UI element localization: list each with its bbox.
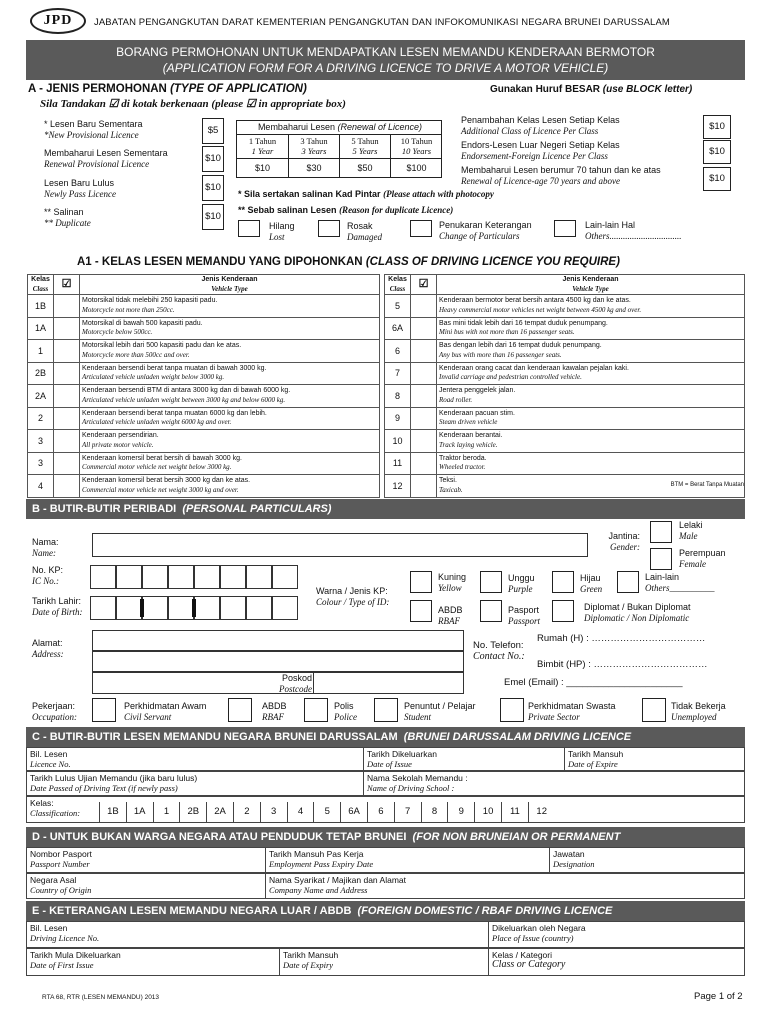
id-yellow-checkbox[interactable]: [410, 571, 432, 593]
ic-digit-box[interactable]: [116, 565, 142, 589]
renewal-fee-10[interactable]: $100: [391, 158, 442, 178]
classification-box[interactable]: 7: [394, 802, 421, 823]
vehicle-type: [80, 430, 380, 453]
e-first-issue[interactable]: Tarikh Mula Dikeluarkan Date of First Issue: [26, 948, 280, 976]
renewal-1-year: 1 Tahun 1 Year: [237, 134, 289, 158]
class-checkbox[interactable]: [54, 362, 80, 385]
occ-student: Penuntut / Pelajar Student: [404, 701, 476, 722]
vehicle-type: [80, 452, 380, 475]
d-designation[interactable]: Jawatan Designation: [549, 847, 745, 873]
classification-box[interactable]: 6: [367, 802, 394, 823]
occ-rbaf-checkbox[interactable]: [228, 698, 252, 722]
vehicle-type: [437, 295, 745, 318]
class-code: 4: [28, 475, 54, 498]
renewal-table: [236, 120, 442, 178]
vehicle-type: [80, 475, 380, 498]
dob-digit-box[interactable]: [90, 596, 116, 620]
vehicle-type-en: Commercial motor vehicle net weight 3000 kg and over.: [82, 485, 239, 494]
id-others-checkbox[interactable]: [617, 571, 639, 593]
ic-digit-box[interactable]: [168, 565, 194, 589]
vehicle-type: [437, 385, 745, 408]
section-a1-heading: A1 - KELAS LESEN MEMANDU YANG DIPOHONKAN (CLASS OF DRIVING LICENCE YOU REQUIRE): [77, 256, 620, 268]
vehicle-type: [80, 362, 380, 385]
section-b-heading: B - BUTIR-BUTIR PERIBADI (PERSONAL PARTICULARS): [26, 499, 745, 519]
classification-box[interactable]: 1: [153, 802, 180, 823]
class-row: [28, 385, 380, 408]
class-row: [28, 452, 380, 475]
occ-civil: Perkhidmatan Awam Civil Servant: [124, 701, 207, 722]
class-code: 12: [385, 475, 411, 498]
d-country-origin[interactable]: Negara Asal Country of Origin: [26, 873, 266, 899]
address-line-1[interactable]: [92, 630, 464, 651]
vehicle-type-ms: Kenderaan komersil berat bersih di bawah 3000 kg.: [82, 454, 242, 462]
note-smart-card: * Sila sertakan salinan Kad Pintar (Please attach with photocopy: [238, 189, 494, 199]
class-checkbox[interactable]: [54, 385, 80, 408]
reason-damaged: Rosak Damaged: [347, 221, 382, 242]
class-code: 5: [385, 295, 411, 318]
classification-box[interactable]: 11: [501, 802, 528, 823]
fee-newly-pass[interactable]: $10: [202, 175, 224, 201]
app-duplicate: ** Salinan ** Duplicate: [44, 207, 91, 228]
reason-lost: Hilang Lost: [269, 221, 295, 242]
class-checkbox[interactable]: [54, 452, 80, 475]
class-code: 1B: [28, 295, 54, 318]
vehicle-type-ms: Bas dengan lebih dari 16 tempat duduk penumpang.: [439, 342, 602, 350]
app-renew-provisional: Membaharui Lesen Sementara Renewal Provisional Licence: [44, 148, 168, 169]
ic-digit-box[interactable]: [220, 565, 246, 589]
vehicle-type-en: Mini bus with not more than 16 passenger seats.: [439, 328, 575, 337]
fee-endorsement[interactable]: $10: [703, 140, 731, 164]
vehicle-type-ms: Teksi.: [439, 477, 457, 485]
app-newly-pass: Lesen Baru Lulus Newly Pass Licence: [44, 178, 116, 199]
class-code: 7: [385, 362, 411, 385]
form-title-banner: [26, 40, 745, 80]
vehicle-type-en: Articulated vehicle unladen weight 6000 kg and over.: [82, 418, 232, 427]
gender-female-label: Perempuan Female: [679, 548, 726, 569]
dob-digit-box[interactable]: [116, 596, 142, 620]
e-expiry[interactable]: Tarikh Mansuh Date of Expiry: [279, 948, 489, 976]
vehicle-type-en: Commercial motor vehicle net weight below 3000 kg.: [82, 463, 232, 472]
renewal-10-years: 10 Tahun 10 Years: [391, 134, 442, 158]
occ-private: Perkhidmatan Swasta Private Sector: [528, 701, 616, 722]
reason-lost-checkbox[interactable]: [238, 220, 260, 237]
id-passport-checkbox[interactable]: [480, 600, 502, 622]
app-new-provisional: * Lesen Baru Sementara *New Provisional Licence: [44, 119, 143, 140]
c-driving-school[interactable]: Nama Sekolah Memandu : Name of Driving School :: [363, 771, 745, 796]
ic-digit-box[interactable]: [142, 565, 168, 589]
ic-digit-box[interactable]: [90, 565, 116, 589]
app-additional-class: Penambahan Kelas Lesen Setiap Kelas Additional Class of Licence Per Class: [461, 115, 620, 136]
class-checkbox[interactable]: [54, 295, 80, 318]
section-d-heading: D - UNTUK BUKAN WARGA NEGARA ATAU PENDUDUK TETAP BRUNEI (FOR NON BRUNEIAN OR PERMANENT: [26, 827, 745, 847]
id-diplomatic: Diplomat / Bukan Diplomat Diplomatic / Non Diplomatic: [584, 602, 691, 623]
vehicle-type-en: Invalid carriage and pedestrian controlled vehicle.: [439, 373, 582, 382]
app-endorsement: Endors-Lesen Luar Negeri Setiap Kelas Endorsement-Foreign Licence Per Class: [461, 140, 620, 161]
vehicle-type-ms: Kenderaan bersendi BTM di antara 3000 kg dan di bawah 6000 kg.: [82, 387, 291, 395]
vehicle-type: [80, 317, 380, 340]
vehicle-type-ms: Motorsikal di bawah 500 kapasiti padu.: [82, 319, 203, 327]
dob-separator: [192, 599, 196, 617]
vehicle-type-ms: Bas mini tidak lebih dari 16 tempat duduk penumpang.: [439, 319, 608, 327]
vehicle-type-ms: Kenderaan komersil berat bersih 3000 kg dan ke atas.: [82, 477, 251, 485]
postcode-box: [314, 672, 464, 694]
class-row: [28, 362, 380, 385]
vehicle-type: [437, 317, 745, 340]
class-code: 6: [385, 340, 411, 363]
vehicle-type: [80, 295, 380, 318]
d-company[interactable]: Nama Syarikat / Majikan dan Alamat Company Name and Address: [265, 873, 745, 899]
postcode-label: Poskod Postcode: [279, 673, 312, 694]
vehicle-type-en: Steam driven vehicle: [439, 418, 498, 427]
dob-digit-box[interactable]: [142, 596, 168, 620]
class-table-right: Kelas Class ☑ Jenis Kenderaan Vehicle Type 5 Kenderaan bermotor berat bersih antara 4500 kg dan ke atas. Heavy commercial motor vehicles net weight between 4500 kg and over. 6A Bas mini tidak lebih dari 16 tempat duduk penumpang. Mini bus with not more than 16 passenger seats. 6 Bas dengan lebih dari 16 tempat duduk penumpang. Any bus with more than 16 passenger seats. 7 Kenderaan orang cacat dan kenderaan kawalan pejalan kaki. Invalid carriage and pedestrian controlled vehicle. 8 Jentera penggelek jalan. Road roller. 9 Kenderaan pacuan stim. Steam driven vehicle 10 Kenderaan berantai. Track laying vehicle. 11 Traktor beroda. Wheeled tractor. 12 Teksi. Taxicab.: [384, 274, 745, 498]
class-row: [28, 340, 380, 363]
c-date-passed[interactable]: Tarikh Lulus Ujian Memandu (jika baru lulus) Date Passed of Driving Text (if newly pass): [26, 771, 364, 796]
class-row: [385, 452, 745, 475]
class-checkbox[interactable]: [411, 407, 437, 430]
gender-male-checkbox[interactable]: [650, 521, 672, 543]
classification-box[interactable]: 12: [528, 802, 555, 823]
occ-private-checkbox[interactable]: [500, 698, 524, 722]
id-diplomatic-checkbox[interactable]: [552, 600, 574, 622]
c-licence-no[interactable]: Bil. Lesen Licence No.: [26, 747, 364, 771]
note-duplicate-reason: ** Sebab salinan Lesen (Reason for duplicate Licence): [238, 205, 454, 215]
classification-box[interactable]: 1B: [99, 802, 126, 823]
classification-box[interactable]: 2A: [206, 802, 233, 823]
class-code: 2A: [28, 385, 54, 408]
renewal-3-years: 3 Tahun 3 Years: [289, 134, 340, 158]
e-licence-no[interactable]: Bil. Lesen Driving Licence No.: [26, 921, 489, 948]
phone-label: No. Telefon: Contact No.:: [473, 640, 525, 662]
vehicle-type-en: All private motor vehicle.: [82, 440, 154, 449]
vehicle-type: [437, 340, 745, 363]
d-passport-number[interactable]: Nombor Pasport Passport Number: [26, 847, 266, 873]
class-code: 11: [385, 452, 411, 475]
classification-box[interactable]: 10: [474, 802, 501, 823]
dob-digit-box[interactable]: [220, 596, 246, 620]
class-checkbox[interactable]: [54, 340, 80, 363]
vehicle-type-ms: Jentera penggelek jalan.: [439, 387, 516, 395]
class-code: 2B: [28, 362, 54, 385]
gender-female-checkbox[interactable]: [650, 548, 672, 570]
e-place-issue[interactable]: Dikeluarkan oleh Negara Place of Issue (country): [488, 921, 745, 948]
fee-renewal-70[interactable]: $10: [703, 167, 731, 191]
class-row: [385, 407, 745, 430]
id-colour-label: Warna / Jenis KP: Colour / Type of ID:: [316, 586, 390, 607]
e-class-category[interactable]: Kelas / Kategori Class or Category: [488, 948, 745, 976]
class-checkbox[interactable]: [411, 385, 437, 408]
vehicle-type: [437, 407, 745, 430]
class-row: [385, 295, 745, 318]
id-green: Hijau Green: [580, 573, 603, 594]
address-label: Alamat: Address:: [32, 638, 64, 659]
name-input[interactable]: [92, 533, 588, 557]
phone-home[interactable]: Rumah (H) : ………………………………: [537, 633, 706, 644]
class-checkbox[interactable]: [411, 430, 437, 453]
vehicle-type-en: Taxicab.: [439, 485, 463, 494]
renewal-fee-1[interactable]: $10: [237, 158, 289, 178]
c-date-issue[interactable]: Tarikh Dikeluarkan Date of Issue: [363, 747, 565, 771]
form-code: RTA 68, RTR (LESEN MEMANDU) 2013: [42, 994, 160, 1001]
vehicle-type-ms: Kenderaan pacuan stim.: [439, 409, 515, 417]
occ-police: Polis Police: [334, 701, 357, 722]
class-table-left: Kelas Class ☑ Jenis Kenderaan Vehicle Type 1B Motorsikal tidak melebihi 250 kapasiti padu. Motorcycle not more than 250cc. 1A Motorsikal di bawah 500 kapasiti padu. Motorcycle below 500cc. 1 Motorsikal lebih dari 500 kapasiti padu dan ke atas. Motorcycle more than 500cc and over. 2B Kenderaan bersendi berat tanpa muatan di bawah 3000 kg. Articulated vehicle unladen weight below 3000 kg. 2A Kenderaan bersendi BTM di antara 3000 kg dan di bawah 6000 kg. Articulated vehicle unladen weight between 3000 kg and below 6000 kg. 2 Kenderaan bersendi berat tanpa muatan 6000 kg dan lebih. Articulated vehicle unladen weight 6000 kg and over. 3 Kenderaan persendirian. All private motor vehicle. 3 Kenderaan komersil berat bersih di bawah 3000 kg. Commercial motor vehicle net weight below 3000 kg. 4 Kenderaan komersil berat bersih 3000 kg dan ke atas. Commercial motor vehicle net weight 3000 kg and over.: [27, 274, 380, 498]
btm-note: BTM = Berat Tanpa Muatan: [670, 482, 744, 488]
class-row: [28, 317, 380, 340]
class-checkbox[interactable]: [54, 317, 80, 340]
vehicle-type-en: Track laying vehicle.: [439, 440, 498, 449]
vehicle-type-en: Motorcycle more than 500cc and over.: [82, 350, 190, 359]
occ-civil-checkbox[interactable]: [92, 698, 116, 722]
dob-digit-box[interactable]: [168, 596, 194, 620]
fee-additional-class[interactable]: $10: [703, 115, 731, 139]
reason-others: Lain-lain Hal Others................................: [585, 220, 682, 241]
reason-change: Penukaran Keterangan Change of Particulars: [439, 220, 532, 241]
form-title-ms: BORANG PERMOHONAN UNTUK MENDAPATKAN LESEN MEMANDU KENDERAAN BERMOTOR: [116, 45, 655, 59]
reason-damaged-checkbox[interactable]: [318, 220, 340, 237]
id-rbaf: ABDB RBAF: [438, 605, 463, 626]
id-yellow: Kuning Yellow: [438, 572, 467, 593]
vehicle-type-en: Wheeled tractor.: [439, 463, 486, 472]
class-checkbox[interactable]: [411, 362, 437, 385]
fee-duplicate[interactable]: $10: [202, 204, 224, 230]
name-label: Nama: Name:: [32, 537, 59, 558]
class-code: 3: [28, 452, 54, 475]
occ-unemployed-checkbox[interactable]: [642, 698, 666, 722]
occ-unemployed: Tidak Bekerja Unemployed: [671, 701, 726, 722]
occ-police-checkbox[interactable]: [304, 698, 328, 722]
vehicle-type-ms: Kenderaan orang cacat dan kenderaan kawalan pejalan kaki.: [439, 364, 629, 372]
address-line-2[interactable]: [92, 651, 464, 672]
section-e-heading: E - KETERANGAN LESEN MEMANDU NEGARA LUAR / ABDB (FOREIGN DOMESTIC / RBAF DRIVING LICENCE: [26, 901, 745, 921]
id-passport: Pasport Passport: [508, 605, 541, 626]
id-rbaf-checkbox[interactable]: [410, 600, 432, 622]
form-title-en: (APPLICATION FORM FOR A DRIVING LICENCE TO DRIVE A MOTOR VEHICLE): [162, 61, 609, 75]
vehicle-type-ms: Kenderaan bermotor berat bersih antara 4500 kg dan ke atas.: [439, 297, 631, 305]
c-classification: Kelas: Classification:: [26, 796, 745, 823]
classification-box[interactable]: 2: [233, 802, 260, 823]
vehicle-type: [437, 362, 745, 385]
classification-box[interactable]: 1A: [126, 802, 153, 823]
occ-student-checkbox[interactable]: [374, 698, 398, 722]
classification-box[interactable]: 3: [260, 802, 287, 823]
class-code: 2: [28, 407, 54, 430]
class-row: [385, 430, 745, 453]
classification-box[interactable]: 9: [447, 802, 474, 823]
dob-digit-box[interactable]: [194, 596, 220, 620]
renewal-5-years: 5 Tahun 5 Years: [340, 134, 391, 158]
class-code: 1A: [28, 317, 54, 340]
class-checkbox[interactable]: [54, 475, 80, 498]
phone-mobile[interactable]: Bimbit (HP) : ………………………………: [537, 659, 708, 670]
class-row: [28, 295, 380, 318]
vehicle-type: [80, 407, 380, 430]
page-number: Page 1 of 2: [694, 991, 743, 1002]
dob-separator: [140, 599, 144, 617]
email-field[interactable]: Emel (Email) : ______________________: [504, 677, 683, 688]
vehicle-type-ms: Kenderaan persendirian.: [82, 432, 159, 440]
id-green-checkbox[interactable]: [552, 571, 574, 593]
ic-digit-box[interactable]: [246, 565, 272, 589]
vehicle-type-en: Motorcycle not more than 250cc.: [82, 305, 175, 314]
occupation-label: Pekerjaan: Occupation:: [32, 701, 77, 722]
d-pass-expiry[interactable]: Tarikh Mansuh Pas Kerja Employment Pass Expiry Date: [265, 847, 550, 873]
gender-male-label: Lelaki Male: [679, 520, 703, 541]
classification-box[interactable]: 5: [313, 802, 340, 823]
ic-digit-box[interactable]: [194, 565, 220, 589]
vehicle-type-ms: Motorsikal lebih dari 500 kapasiti padu dan ke atas.: [82, 342, 242, 350]
vehicle-type-en: Road roller.: [439, 395, 473, 404]
vehicle-type-en: Articulated vehicle unladen weight between 3000 kg and below 6000 kg.: [82, 395, 286, 404]
vehicle-type: [437, 430, 745, 453]
occ-rbaf: ABDB RBAF: [262, 701, 287, 722]
class-checkbox[interactable]: [54, 407, 80, 430]
reason-others-checkbox[interactable]: [554, 220, 576, 237]
dob-digit-box[interactable]: [246, 596, 272, 620]
jpd-logo: JPD: [30, 8, 86, 34]
class-checkbox[interactable]: [411, 340, 437, 363]
class-code: 8: [385, 385, 411, 408]
section-a-instruction: Sila Tandakan ☑ di kotak berkenaan (please ☑ in appropriate box): [40, 98, 346, 110]
vehicle-type-ms: Traktor beroda.: [439, 454, 487, 462]
dob-digit-box[interactable]: [272, 596, 298, 620]
class-row: [28, 430, 380, 453]
id-others: Lain-lain Others__________: [645, 572, 715, 593]
vehicle-type: [80, 340, 380, 363]
vehicle-type-en: Motorcycle below 500cc.: [82, 328, 153, 337]
class-row: [385, 340, 745, 363]
class-row: [385, 385, 745, 408]
class-code: 10: [385, 430, 411, 453]
class-row: [28, 407, 380, 430]
c-date-expire[interactable]: Tarikh Mansuh Date of Expire: [564, 747, 745, 771]
vehicle-type-ms: Kenderaan bersendi berat tanpa muatan 6000 kg dan lebih.: [82, 409, 267, 417]
id-purple-checkbox[interactable]: [480, 571, 502, 593]
vehicle-type-en: Articulated vehicle unladen weight below 3000 kg.: [82, 373, 225, 382]
class-code: 3: [28, 430, 54, 453]
class-checkbox[interactable]: [411, 295, 437, 318]
class-code: 1: [28, 340, 54, 363]
fee-new-provisional[interactable]: $5: [202, 118, 224, 144]
vehicle-type: [80, 385, 380, 408]
classification-box[interactable]: 2B: [179, 802, 206, 823]
class-checkbox[interactable]: [411, 317, 437, 340]
gender-label: Jantina: Gender:: [608, 531, 640, 552]
classification-box[interactable]: 4: [287, 802, 314, 823]
vehicle-type: [437, 452, 745, 475]
ic-digit-box[interactable]: [272, 565, 298, 589]
class-code: 6A: [385, 317, 411, 340]
agency-name: JABATAN PENGANGKUTAN DARAT KEMENTERIAN PENGANGKUTAN DAN INFOKOMUNIKASI NEGARA BRUNEI DARUSSALAM: [94, 17, 670, 28]
fee-renew-provisional[interactable]: $10: [202, 146, 224, 172]
section-c-heading: C - BUTIR-BUTIR LESEN MEMANDU NEGARA BRUNEI DARUSSALAM (BRUNEI DARUSSALAM DRIVING LICENCE: [26, 727, 745, 747]
dob-label: Tarikh Lahir: Date of Birth:: [32, 596, 83, 617]
vehicle-type-ms: Motorsikal tidak melebihi 250 kapasiti padu.: [82, 297, 218, 305]
renewal-fee-3[interactable]: $30: [289, 158, 340, 178]
vehicle-type-ms: Kenderaan berantai.: [439, 432, 503, 440]
class-checkbox[interactable]: [411, 452, 437, 475]
id-purple: Unggu Purple: [508, 573, 535, 594]
vehicle-type-ms: Kenderaan bersendi berat tanpa muatan di bawah 3000 kg.: [82, 364, 267, 372]
vehicle-type-en: Any bus with more than 16 passenger seats.: [439, 350, 562, 359]
class-row: [28, 475, 380, 498]
renewal-fee-5[interactable]: $50: [340, 158, 391, 178]
app-renewal-70: Membaharui Lesen berumur 70 tahun dan ke atas Renewal of Licence-age 70 years and above: [461, 165, 661, 186]
block-letter-note: Gunakan Huruf BESAR (use BLOCK letter): [490, 84, 693, 95]
reason-change-checkbox[interactable]: [410, 220, 432, 237]
class-checkbox[interactable]: [54, 430, 80, 453]
classification-box[interactable]: 8: [421, 802, 448, 823]
class-row: [385, 362, 745, 385]
vehicle-type-en: Heavy commercial motor vehicles net weight between 4500 kg and over.: [439, 305, 642, 314]
ic-label: No. KP: IC No.:: [32, 565, 64, 586]
classification-box[interactable]: 6A: [340, 802, 367, 823]
class-code: 9: [385, 407, 411, 430]
section-a-heading: A - JENIS PERMOHONAN (TYPE OF APPLICATION): [28, 83, 307, 95]
class-row: [385, 317, 745, 340]
renewal-title: Membaharui Lesen (Renewal of Licence): [257, 122, 423, 132]
class-checkbox[interactable]: [411, 475, 437, 498]
